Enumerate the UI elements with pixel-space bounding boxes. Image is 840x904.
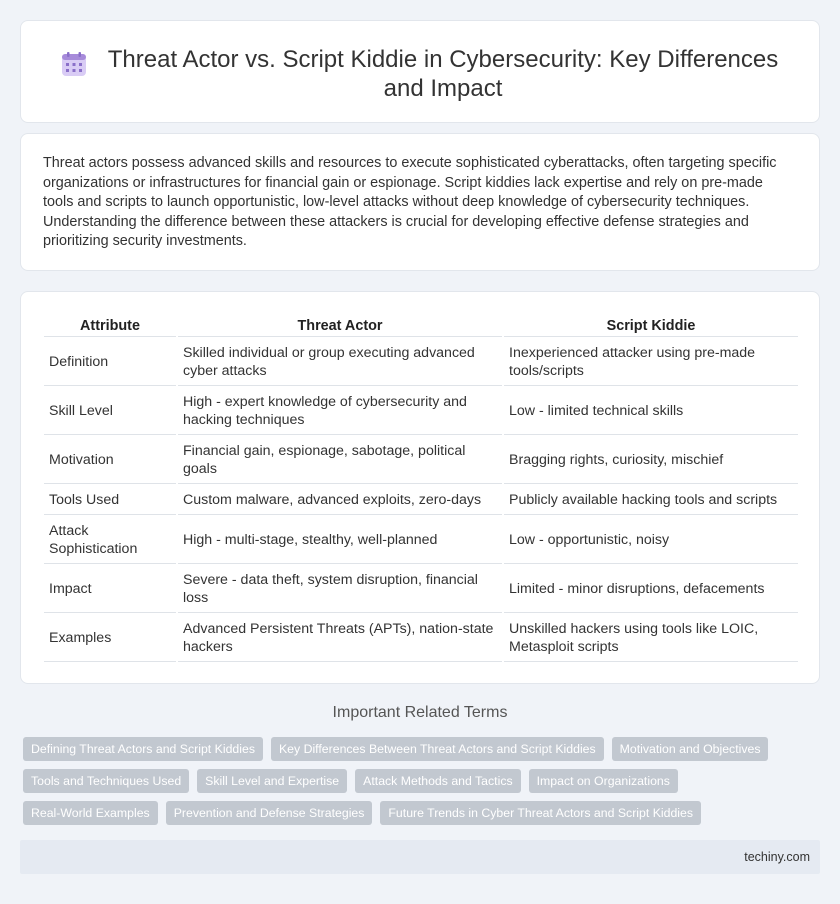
script-kiddie-cell: Limited - minor disruptions, defacements xyxy=(504,566,798,613)
calendar-grid-icon xyxy=(61,51,87,77)
script-kiddie-cell: Low - opportunistic, noisy xyxy=(504,517,798,564)
script-kiddie-cell: Inexperienced attacker using pre-made tools/scripts xyxy=(504,339,798,386)
attribute-cell: Tools Used xyxy=(44,486,176,515)
related-terms-title: Important Related Terms xyxy=(332,704,508,721)
threat-actor-cell: Financial gain, espionage, sabotage, political goals xyxy=(178,437,502,484)
related-term-tag[interactable]: Real-World Examples xyxy=(23,801,158,825)
related-term-tag[interactable]: Key Differences Between Threat Actors and Script Kiddies xyxy=(271,737,604,761)
header-script-kiddie: Script Kiddie xyxy=(504,314,798,337)
comparison-card xyxy=(20,291,820,684)
threat-actor-cell: Custom malware, advanced exploits, zero-days xyxy=(178,486,502,515)
table-row xyxy=(44,517,798,564)
related-terms-list xyxy=(23,737,813,825)
script-kiddie-cell: Bragging rights, curiosity, mischief xyxy=(504,437,798,484)
script-kiddie-cell: Unskilled hackers using tools like LOIC, Metasploit scripts xyxy=(504,615,798,662)
related-term-tag[interactable]: Skill Level and Expertise xyxy=(197,769,347,793)
table-row xyxy=(44,437,798,484)
threat-actor-cell: High - expert knowledge of cybersecurity and hacking techniques xyxy=(178,388,502,435)
page-title: Threat Actor vs. Script Kiddie in Cybersecurity: Key Differences and Impact xyxy=(107,46,779,102)
intro-paragraph: Threat actors possess advanced skills and resources to execute sophisticated cyberattacks, often targeting specific organizations or infrastructures for financial gain or espionage. Script kiddies lack expertise and rely on pre-made tools and scripts to launch opportunistic, low-level attacks without deep knowledge of cybersecurity techniques. Understanding the difference between these attackers is crucial for developing effective defense strategies and prioritizing security investments. xyxy=(43,155,777,250)
attribute-cell: Examples xyxy=(44,615,176,662)
threat-actor-cell: Advanced Persistent Threats (APTs), nation-state hackers xyxy=(178,615,502,662)
table-header-row xyxy=(44,314,798,337)
table-row xyxy=(44,566,798,613)
table-row xyxy=(44,388,798,435)
related-term-tag[interactable]: Tools and Techniques Used xyxy=(23,769,189,793)
table-row xyxy=(44,486,798,515)
header-attribute: Attribute xyxy=(44,314,176,337)
threat-actor-cell: High - multi-stage, stealthy, well-planned xyxy=(178,517,502,564)
related-term-tag[interactable]: Defining Threat Actors and Script Kiddies xyxy=(23,737,263,761)
related-term-tag[interactable]: Motivation and Objectives xyxy=(612,737,769,761)
attribute-cell: Impact xyxy=(44,566,176,613)
threat-actor-cell: Skilled individual or group executing advanced cyber attacks xyxy=(178,339,502,386)
attribute-cell: Attack Sophistication xyxy=(44,517,176,564)
intro-card xyxy=(20,133,820,271)
attribute-cell: Skill Level xyxy=(44,388,176,435)
table-row xyxy=(44,339,798,386)
footer-site-link[interactable]: techiny.com xyxy=(744,850,810,864)
threat-actor-cell: Severe - data theft, system disruption, financial loss xyxy=(178,566,502,613)
script-kiddie-cell: Publicly available hacking tools and scripts xyxy=(504,486,798,515)
script-kiddie-cell: Low - limited technical skills xyxy=(504,388,798,435)
footer xyxy=(20,840,820,874)
header-threat-actor: Threat Actor xyxy=(178,314,502,337)
attribute-cell: Motivation xyxy=(44,437,176,484)
related-term-tag[interactable]: Attack Methods and Tactics xyxy=(355,769,520,793)
table-row xyxy=(44,615,798,662)
related-term-tag[interactable]: Impact on Organizations xyxy=(529,769,678,793)
attribute-cell: Definition xyxy=(44,339,176,386)
related-term-tag[interactable]: Prevention and Defense Strategies xyxy=(166,801,373,825)
comparison-table xyxy=(42,312,800,664)
title-card xyxy=(20,20,820,123)
related-term-tag[interactable]: Future Trends in Cyber Threat Actors and Script Kiddies xyxy=(380,801,701,825)
